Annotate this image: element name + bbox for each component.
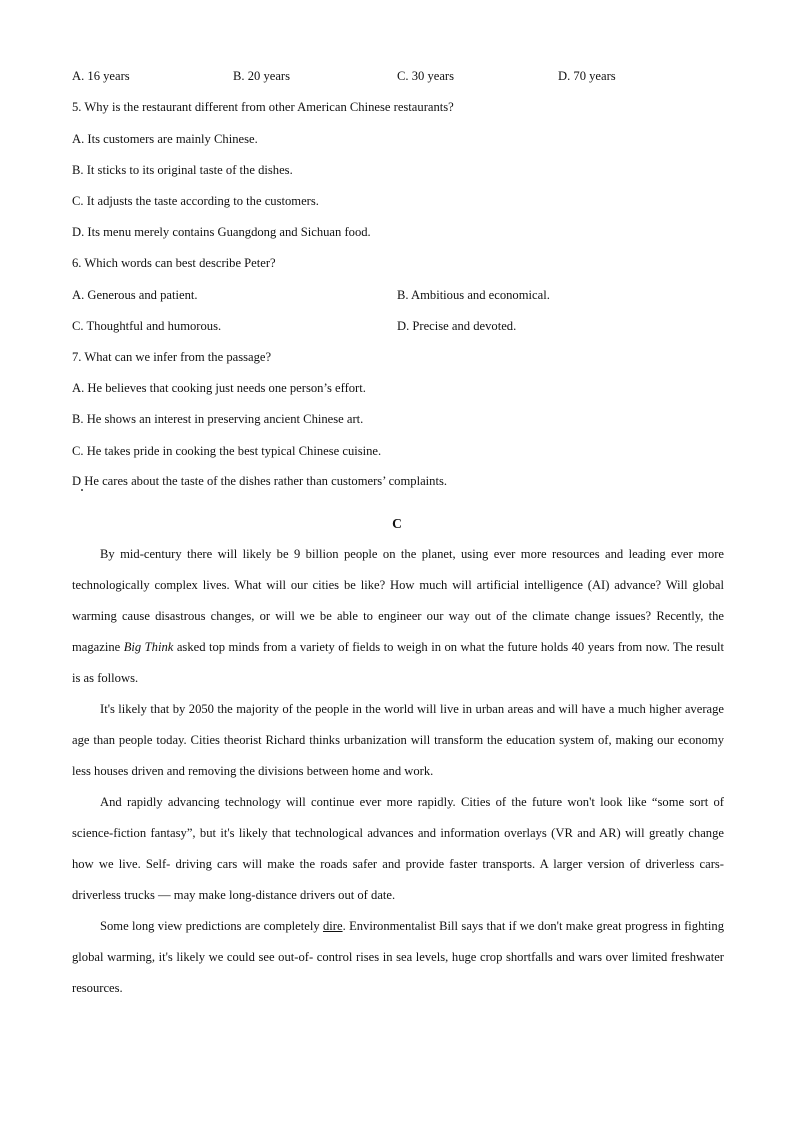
paragraph-3: And rapidly advancing technology will continue ever more rapidly. Cities of the future won't look like “some sort of science-fiction fantasy”, but it's likely that technological advances and information overlays (VR and AR) will greatly change how we live. Self- driving cars will make the roads safer and provide faster transports. A larger version of driverless cars-driverless trucks — may make long-distance drivers out of date. xyxy=(72,795,724,902)
q7-stem: 7. What can we infer from the passage? xyxy=(72,350,272,364)
q5-stem: 5. Why is the restaurant different from other American Chinese restaurants? xyxy=(72,100,454,114)
paragraph-1-text-start: By mid-century there will likely be 9 billion people on the planet, using ever more resources and leading ever more technologically complex lives. What will our cities be like? How much will artificial intelligence (AI) advance? Will global warming cause disastrous changes, or will we be able to engineer our way out of the climate change issues? Recently, the magazine xyxy=(72,547,724,654)
q5-option-c: C. It adjusts the taste according to the customers. xyxy=(72,194,319,208)
section-heading: C xyxy=(392,516,402,531)
paragraph-2: It's likely that by 2050 the majority of the people in the world will live in urban areas and will have a much higher average age than people today. Cities theorist Richard thinks urbanization will transform the education system of, making our economy less houses driven and removing the divisions between home and work. xyxy=(72,702,724,778)
q6-stem: 6. Which words can best describe Peter? xyxy=(72,256,276,270)
q6-option-a: A. Generous and patient. xyxy=(72,288,198,302)
underlined-word: dire xyxy=(322,919,343,933)
q5-option-d: D. Its menu merely contains Guangdong and Sichuan food. xyxy=(72,225,371,239)
stray-dot xyxy=(81,489,83,491)
q7-option-c: C. He takes pride in cooking the best typical Chinese cuisine. xyxy=(72,444,382,458)
q5-option-a: A. Its customers are mainly Chinese. xyxy=(72,132,258,146)
paragraph-4-text-start: Some long view predictions are completely xyxy=(100,919,323,933)
magazine-title: Big Think xyxy=(123,640,174,654)
q4-option-a: A. 16 years xyxy=(72,69,130,83)
passage-c xyxy=(72,539,724,1004)
q4-option-b: B. 20 years xyxy=(233,69,291,83)
q6-option-c: C. Thoughtful and humorous. xyxy=(72,319,222,333)
paragraph-1 xyxy=(72,539,724,694)
q6-options-row-2 xyxy=(72,318,732,334)
q4-option-d: D. 70 years xyxy=(558,69,616,83)
paragraph-1-text-end: asked top minds from a variety of fields to weigh in on what the future holds 40 years from now. The result is as follows. xyxy=(72,640,724,685)
q7-option-d: D He cares about the taste of the dishes rather than customers’ complaints. xyxy=(72,474,448,488)
q7-option-b: B. He shows an interest in preserving ancient Chinese art. xyxy=(72,412,364,426)
q4-options xyxy=(72,68,732,84)
paragraph-4-text-end: . Environmentalist Bill says that if we don't make great progress in fighting global warming, it's likely we could see out-of- control rises in sea levels, huge crop shortfalls and wars over limited freshwater resources. xyxy=(72,919,724,995)
q6-option-b: B. Ambitious and economical. xyxy=(397,288,550,302)
q7-option-a: A. He believes that cooking just needs one person’s effort. xyxy=(72,381,366,395)
q6-option-d: D. Precise and devoted. xyxy=(397,319,517,333)
q4-option-c: C. 30 years xyxy=(397,69,455,83)
q5-option-b: B. It sticks to its original taste of the dishes. xyxy=(72,163,293,177)
paragraph-4 xyxy=(72,911,724,1004)
q6-options-row-1 xyxy=(72,287,732,303)
